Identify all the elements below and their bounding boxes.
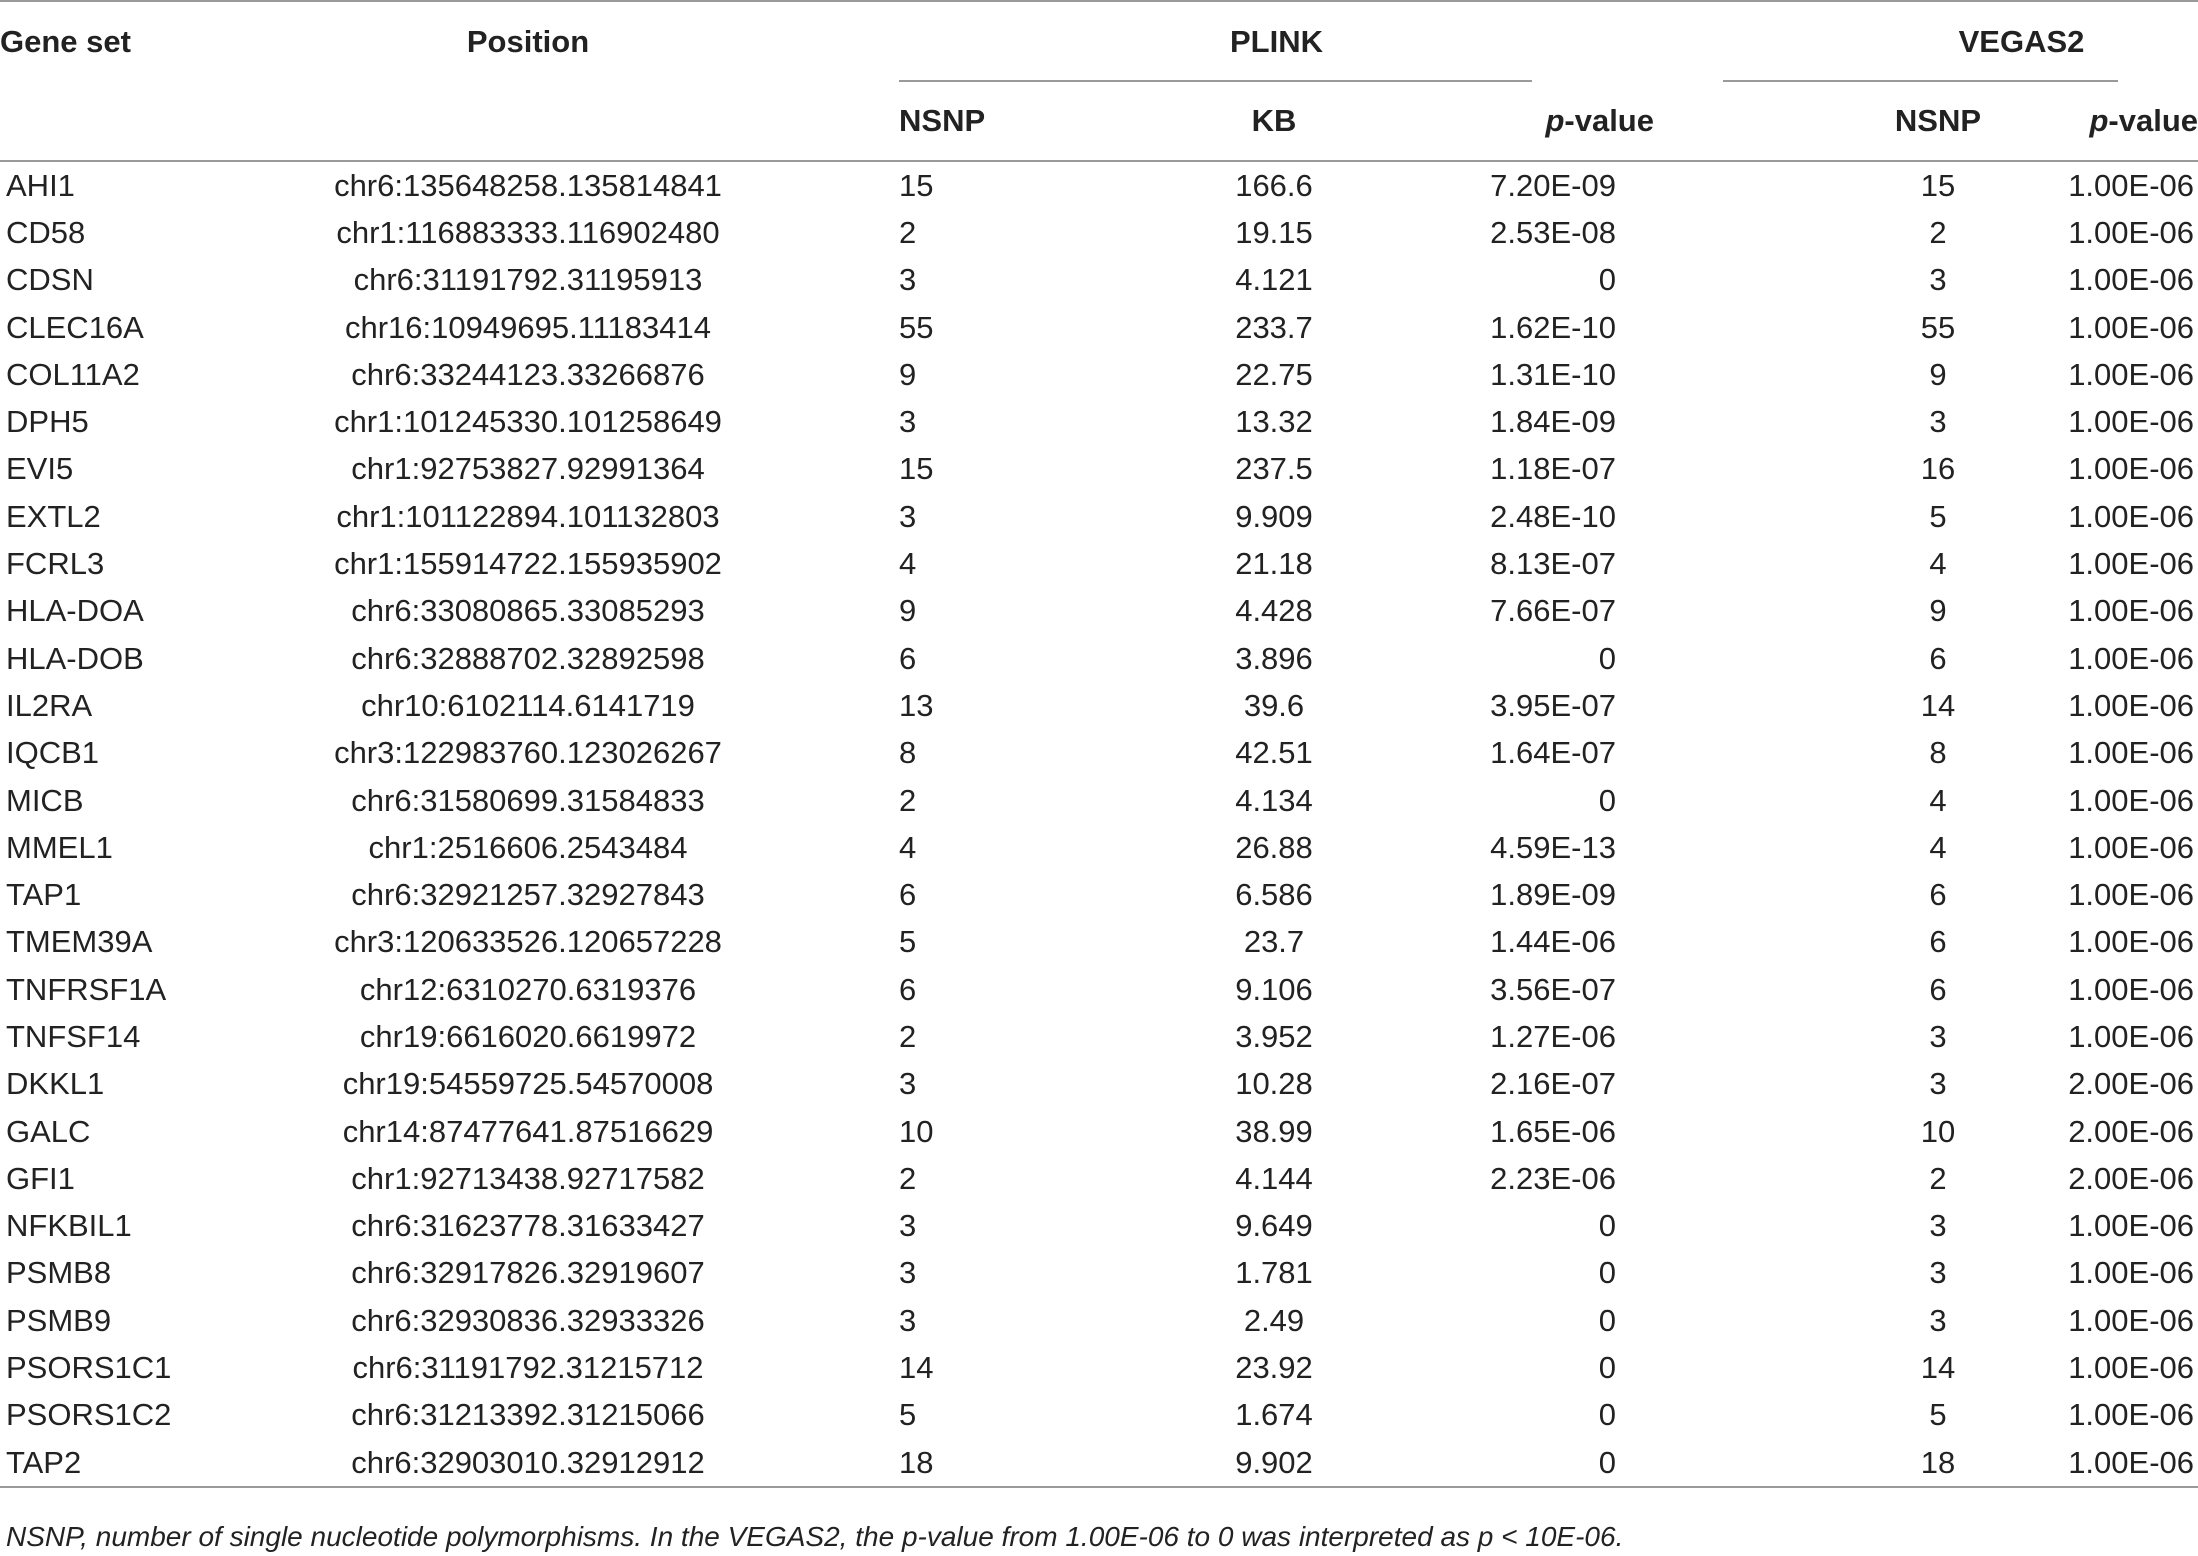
cell-plink-pvalue: 1.27E-06	[1490, 1018, 1616, 1054]
cell-kb: 4.134	[1235, 782, 1313, 818]
table-row	[0, 1108, 2198, 1155]
cell-position: chr6:31623778.31633427	[351, 1208, 705, 1244]
cell-vegas-pvalue: 2.00E-06	[2068, 1160, 2195, 1196]
cell-kb: 13.32	[1235, 404, 1313, 440]
cell-kb: 42.51	[1235, 735, 1313, 771]
cell-vegas-nsnp: 9	[1929, 593, 1947, 629]
cell-vegas-nsnp: 4	[1929, 829, 1947, 865]
cell-position: chr6:32930836.32933326	[351, 1302, 705, 1338]
header-vegas-p-rest: -value	[2108, 103, 2198, 138]
cell-position: chr6:135648258.135814841	[334, 167, 722, 203]
cell-vegas-nsnp: 8	[1929, 735, 1947, 771]
cell-plink-pvalue: 0	[1598, 262, 1616, 298]
table-row	[0, 540, 2198, 587]
table-body	[0, 161, 2198, 1487]
cell-plink-nsnp: 13	[899, 687, 934, 723]
plink-group-rule	[899, 80, 1532, 82]
cell-gene: FCRL3	[6, 546, 105, 582]
cell-kb: 3.896	[1235, 640, 1313, 676]
cell-kb: 6.586	[1235, 877, 1313, 913]
cell-vegas-nsnp: 3	[1929, 404, 1947, 440]
cell-plink-nsnp: 2	[899, 1018, 917, 1054]
cell-vegas-nsnp: 4	[1929, 782, 1947, 818]
cell-vegas-nsnp: 5	[1929, 498, 1947, 534]
table-row	[0, 1392, 2198, 1439]
cell-plink-nsnp: 15	[899, 451, 934, 487]
cell-kb: 166.6	[1235, 167, 1313, 203]
cell-gene: HLA-DOA	[6, 593, 144, 629]
cell-plink-pvalue: 0	[1598, 1208, 1616, 1244]
cell-gene: PSORS1C2	[6, 1397, 172, 1433]
cell-vegas-pvalue: 1.00E-06	[2068, 356, 2195, 392]
cell-gene: CD58	[6, 214, 86, 250]
cell-vegas-pvalue: 1.00E-06	[2068, 735, 2195, 771]
cell-kb: 9.909	[1235, 498, 1313, 534]
cell-vegas-pvalue: 2.00E-06	[2068, 1113, 2195, 1149]
table-row	[0, 351, 2198, 398]
table-row	[0, 493, 2198, 540]
header-plink-pvalue	[1429, 82, 1654, 161]
cell-position: chr6:33080865.33085293	[351, 593, 705, 629]
cell-vegas-nsnp: 3	[1929, 1018, 1947, 1054]
cell-plink-nsnp: 5	[899, 1397, 917, 1433]
cell-gene: MICB	[6, 782, 84, 818]
cell-plink-nsnp: 55	[899, 309, 934, 345]
table-row	[0, 1250, 2198, 1297]
cell-plink-nsnp: 4	[899, 546, 917, 582]
cell-kb: 4.144	[1235, 1160, 1313, 1196]
cell-vegas-pvalue: 1.00E-06	[2068, 1350, 2195, 1386]
cell-plink-pvalue: 0	[1598, 1255, 1616, 1291]
cell-gene: AHI1	[6, 167, 75, 203]
cell-gene: GALC	[6, 1113, 91, 1149]
cell-plink-pvalue: 0	[1598, 1397, 1616, 1433]
cell-kb: 9.902	[1119, 1439, 1429, 1487]
cell-vegas-nsnp: 6	[1929, 924, 1947, 960]
cell-vegas-pvalue: 1.00E-06	[2068, 782, 2195, 818]
cell-gene: COL11A2	[6, 356, 140, 392]
cell-plink-pvalue: 2.53E-08	[1490, 214, 1616, 250]
cell-vegas-pvalue: 1.00E-06	[2068, 687, 2195, 723]
cell-plink-nsnp: 3	[899, 1255, 917, 1291]
cell-position: chr6:32921257.32927843	[351, 877, 705, 913]
cell-vegas-nsnp: 3	[1929, 1208, 1947, 1244]
table-row	[0, 161, 2198, 209]
cell-vegas-nsnp: 16	[1920, 451, 1956, 487]
cell-plink-nsnp: 15	[899, 167, 934, 203]
cell-vegas-nsnp: 4	[1929, 546, 1947, 582]
table-row	[0, 1439, 2198, 1487]
cell-vegas-nsnp: 18	[1845, 1439, 2031, 1487]
cell-vegas-nsnp: 3	[1929, 1302, 1947, 1338]
cell-kb: 9.106	[1235, 971, 1313, 1007]
cell-vegas-nsnp: 2	[1929, 1160, 1947, 1196]
cell-plink-nsnp: 18	[899, 1439, 1119, 1487]
cell-plink-pvalue: 0	[1598, 782, 1616, 818]
cell-gene: DPH5	[6, 404, 89, 440]
cell-vegas-nsnp: 14	[1920, 1350, 1956, 1386]
cell-gene: GFI1	[6, 1160, 75, 1196]
cell-position: chr1:2516606.2543484	[368, 829, 688, 865]
cell-vegas-pvalue: 1.00E-06	[2068, 451, 2195, 487]
cell-plink-nsnp: 14	[899, 1350, 934, 1386]
cell-vegas-nsnp: 9	[1929, 356, 1947, 392]
cell-plink-nsnp: 6	[899, 971, 917, 1007]
cell-gene: NFKBIL1	[6, 1208, 132, 1244]
header-gene-set: Gene set	[0, 24, 131, 59]
cell-plink-pvalue: 0	[1598, 640, 1616, 676]
cell-vegas-nsnp: 2	[1929, 214, 1947, 250]
table-row	[0, 1061, 2198, 1108]
cell-plink-nsnp: 9	[899, 593, 917, 629]
cell-plink-pvalue: 2.16E-07	[1490, 1066, 1616, 1102]
cell-kb: 22.75	[1235, 356, 1313, 392]
cell-position: chr1:155914722.155935902	[334, 546, 722, 582]
cell-plink-nsnp: 3	[899, 404, 917, 440]
cell-plink-nsnp: 2	[899, 782, 917, 818]
cell-position: chr6:31580699.31584833	[351, 782, 705, 818]
cell-position: chr16:10949695.11183414	[344, 309, 712, 345]
cell-gene: IQCB1	[6, 735, 100, 771]
header-vegas2: VEGAS2	[1958, 24, 2085, 59]
header-position: Position	[466, 24, 590, 59]
cell-position: chr1:101122894.101132803	[336, 498, 720, 534]
cell-plink-pvalue: 1.64E-07	[1490, 735, 1616, 771]
cell-plink-nsnp: 3	[899, 1302, 917, 1338]
cell-position: chr6:32888702.32892598	[351, 640, 705, 676]
cell-position: chr6:33244123.33266876	[351, 356, 705, 392]
table-row	[0, 1155, 2198, 1202]
cell-kb: 38.99	[1235, 1113, 1313, 1149]
table-footnote: NSNP, number of single nucleotide polymorphisms. In the VEGAS2, the p-value from 1.00E-06 to 0 was interpreted as p < 10E-06.	[6, 1521, 1624, 1552]
cell-gene: TMEM39A	[6, 924, 153, 960]
cell-vegas-nsnp: 10	[1920, 1113, 1956, 1149]
cell-vegas-pvalue: 1.00E-06	[2068, 640, 2195, 676]
cell-gene: DKKL1	[6, 1066, 105, 1102]
table-row	[0, 682, 2198, 729]
cell-plink-nsnp: 2	[899, 214, 917, 250]
cell-plink-nsnp: 5	[899, 924, 917, 960]
cell-vegas-pvalue: 1.00E-06	[2068, 829, 2195, 865]
vegas2-group-rule	[1723, 80, 2118, 82]
cell-plink-nsnp: 2	[899, 1160, 917, 1196]
cell-position: chr6:31191792.31195913	[353, 262, 703, 298]
cell-gene: CDSN	[6, 262, 94, 298]
cell-vegas-pvalue: 1.00E-06	[2068, 1302, 2195, 1338]
header-vegas-pvalue	[2031, 82, 2198, 161]
cell-position: chr6:31191792.31215712	[352, 1350, 704, 1386]
cell-plink-pvalue: 8.13E-07	[1490, 546, 1616, 582]
cell-vegas-nsnp: 3	[1929, 1066, 1947, 1102]
cell-vegas-pvalue: 1.00E-06	[2068, 546, 2195, 582]
cell-vegas-pvalue: 1.00E-06	[2031, 1439, 2198, 1487]
cell-position: chr10:6102114.6141719	[361, 687, 695, 723]
table-row	[0, 1344, 2198, 1391]
cell-kb: 3.952	[1235, 1018, 1313, 1054]
header-plink-nsnp: NSNP	[899, 103, 986, 138]
cell-gene: TNFRSF1A	[6, 971, 167, 1007]
cell-position: chr1:101245330.101258649	[334, 404, 722, 440]
cell-vegas-pvalue: 1.00E-06	[2068, 1208, 2195, 1244]
cell-vegas-nsnp: 3	[1929, 262, 1947, 298]
cell-plink-pvalue: 2.23E-06	[1490, 1160, 1616, 1196]
cell-gene: PSMB9	[6, 1302, 112, 1338]
cell-vegas-pvalue: 1.00E-06	[2068, 971, 2195, 1007]
cell-vegas-nsnp: 14	[1920, 687, 1956, 723]
table-row	[0, 966, 2198, 1013]
cell-kb: 4.428	[1235, 593, 1313, 629]
table-row	[0, 1297, 2198, 1344]
cell-kb: 39.6	[1243, 687, 1305, 723]
cell-kb: 21.18	[1235, 546, 1313, 582]
table-row	[0, 824, 2198, 871]
cell-kb: 26.88	[1235, 829, 1313, 865]
cell-plink-pvalue: 1.65E-06	[1490, 1113, 1616, 1149]
cell-vegas-pvalue: 2.00E-06	[2068, 1066, 2195, 1102]
cell-vegas-pvalue: 1.00E-06	[2068, 877, 2195, 913]
cell-vegas-pvalue: 1.00E-06	[2068, 924, 2195, 960]
table-row	[0, 257, 2198, 304]
cell-kb: 19.15	[1235, 214, 1313, 250]
cell-vegas-pvalue: 1.00E-06	[2068, 498, 2195, 534]
cell-gene: TAP1	[6, 877, 82, 913]
cell-gene: EVI5	[6, 451, 74, 487]
cell-kb: 10.28	[1235, 1066, 1313, 1102]
cell-position: chr3:120633526.120657228	[334, 924, 722, 960]
cell-kb: 9.649	[1235, 1208, 1313, 1244]
cell-plink-pvalue: 1.84E-09	[1490, 404, 1616, 440]
cell-kb: 2.49	[1243, 1302, 1305, 1338]
header-vegas-p-italic: p	[2089, 103, 2109, 138]
cell-gene: PSORS1C1	[6, 1350, 172, 1386]
cell-vegas-pvalue: 1.00E-06	[2068, 1397, 2195, 1433]
cell-plink-pvalue: 0	[1429, 1439, 1654, 1487]
table-row	[0, 209, 2198, 256]
cell-vegas-nsnp: 55	[1920, 309, 1956, 345]
cell-plink-nsnp: 3	[899, 1208, 917, 1244]
header-plink: PLINK	[1230, 24, 1323, 59]
cell-gene: PSMB8	[6, 1255, 112, 1291]
cell-gene: IL2RA	[6, 687, 93, 723]
cell-vegas-nsnp: 6	[1929, 971, 1947, 1007]
table-row	[0, 730, 2198, 777]
cell-plink-nsnp: 9	[899, 356, 917, 392]
cell-position: chr3:122983760.123026267	[334, 735, 722, 771]
cell-position: chr14:87477641.87516629	[342, 1113, 714, 1149]
cell-position: chr6:32917826.32919607	[351, 1255, 705, 1291]
cell-vegas-nsnp: 5	[1929, 1397, 1947, 1433]
cell-kb: 233.7	[1235, 309, 1313, 345]
cell-gene: CLEC16A	[6, 309, 144, 345]
cell-kb: 1.674	[1235, 1397, 1313, 1433]
cell-plink-pvalue: 1.18E-07	[1490, 451, 1616, 487]
cell-kb: 237.5	[1235, 451, 1313, 487]
cell-plink-pvalue: 1.31E-10	[1490, 356, 1616, 392]
cell-plink-pvalue: 1.89E-09	[1490, 877, 1616, 913]
cell-position: chr1:92713438.92717582	[351, 1160, 705, 1196]
cell-gene: MMEL1	[6, 829, 113, 865]
cell-position: chr19:6616020.6619972	[359, 1018, 697, 1054]
cell-kb: 23.7	[1243, 924, 1305, 960]
table-row	[0, 304, 2198, 351]
cell-vegas-nsnp: 6	[1929, 640, 1947, 676]
cell-plink-nsnp: 3	[899, 262, 917, 298]
table-row	[0, 635, 2198, 682]
cell-vegas-nsnp: 15	[1920, 167, 1956, 203]
table-row	[0, 446, 2198, 493]
cell-plink-nsnp: 4	[899, 829, 917, 865]
cell-plink-pvalue: 0	[1598, 1302, 1616, 1338]
cell-plink-pvalue: 2.48E-10	[1490, 498, 1616, 534]
cell-vegas-pvalue: 1.00E-06	[2068, 262, 2195, 298]
cell-vegas-nsnp: 3	[1929, 1255, 1947, 1291]
cell-plink-pvalue: 4.59E-13	[1490, 829, 1616, 865]
cell-vegas-nsnp: 6	[1929, 877, 1947, 913]
cell-vegas-pvalue: 1.00E-06	[2068, 1018, 2195, 1054]
cell-plink-pvalue: 3.56E-07	[1490, 971, 1616, 1007]
cell-position: chr19:54559725.54570008	[342, 1066, 714, 1102]
cell-plink-pvalue: 1.62E-10	[1490, 309, 1616, 345]
cell-plink-nsnp: 3	[899, 498, 917, 534]
cell-gene: TNFSF14	[6, 1018, 141, 1054]
cell-plink-nsnp: 6	[899, 877, 917, 913]
table-row	[0, 588, 2198, 635]
cell-position: chr6:32903010.32912912	[282, 1439, 774, 1487]
cell-gene: TAP2	[0, 1439, 282, 1487]
table-row	[0, 1203, 2198, 1250]
cell-vegas-pvalue: 1.00E-06	[2068, 167, 2195, 203]
cell-plink-pvalue: 1.44E-06	[1490, 924, 1616, 960]
table-row	[0, 777, 2198, 824]
cell-vegas-pvalue: 1.00E-06	[2068, 593, 2195, 629]
cell-plink-pvalue: 7.66E-07	[1490, 593, 1616, 629]
header-plink-p-rest: -value	[1564, 103, 1654, 138]
cell-vegas-pvalue: 1.00E-06	[2068, 214, 2195, 250]
cell-vegas-pvalue: 1.00E-06	[2068, 1255, 2195, 1291]
cell-plink-nsnp: 8	[899, 735, 917, 771]
cell-position: chr1:116883333.116902480	[336, 214, 720, 250]
table-row	[0, 871, 2198, 918]
cell-kb: 4.121	[1235, 262, 1313, 298]
cell-vegas-pvalue: 1.00E-06	[2068, 404, 2195, 440]
cell-gene: EXTL2	[6, 498, 101, 534]
cell-position: chr1:92753827.92991364	[351, 451, 705, 487]
cell-gene: HLA-DOB	[6, 640, 144, 676]
header-plink-p-italic: p	[1545, 103, 1565, 138]
header-plink-kb: KB	[1251, 103, 1297, 138]
table-row	[0, 1013, 2198, 1060]
header-vegas-nsnp: NSNP	[1894, 103, 1982, 138]
table-row	[0, 919, 2198, 966]
cell-plink-nsnp: 10	[899, 1113, 934, 1149]
cell-kb: 23.92	[1235, 1350, 1313, 1386]
table-row	[0, 398, 2198, 445]
cell-plink-pvalue: 3.95E-07	[1490, 687, 1616, 723]
cell-vegas-pvalue: 1.00E-06	[2068, 309, 2195, 345]
cell-plink-pvalue: 0	[1598, 1350, 1616, 1386]
cell-kb: 1.781	[1235, 1255, 1313, 1291]
cell-plink-nsnp: 6	[899, 640, 917, 676]
cell-plink-nsnp: 3	[899, 1066, 917, 1102]
cell-plink-pvalue: 7.20E-09	[1490, 167, 1616, 203]
cell-position: chr6:31213392.31215066	[351, 1397, 705, 1433]
cell-position: chr12:6310270.6319376	[359, 971, 697, 1007]
